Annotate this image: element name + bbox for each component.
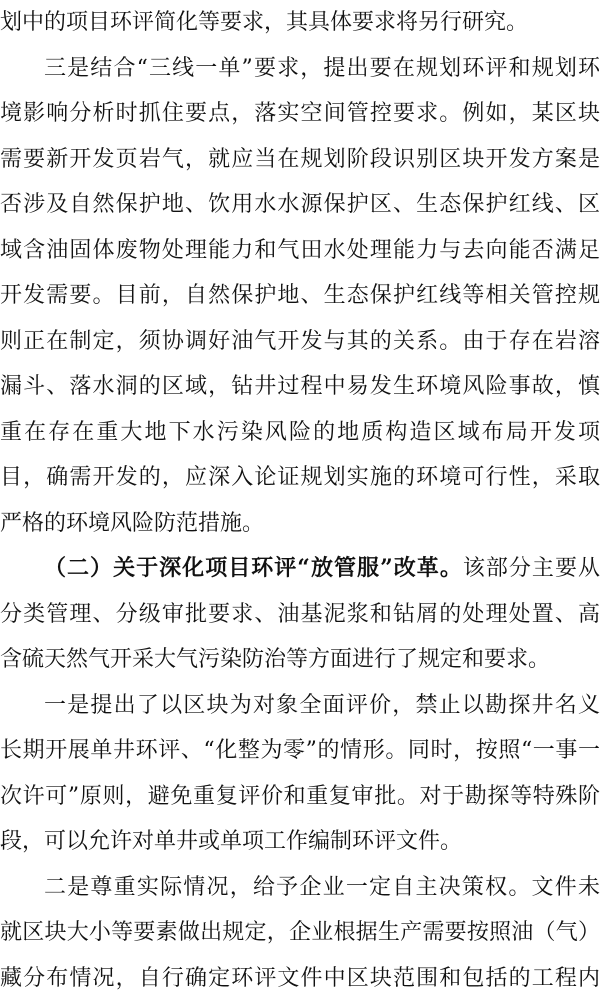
text-line: 分类管理、分级审批要求、油基泥浆和钻屑的处理处置、高 [0, 592, 600, 638]
text-line: 一是提出了以区块为对象全面评价，禁止以勘探井名义 [0, 683, 600, 729]
text-line: 漏斗、落水洞的区域，钻井过程中易发生环境风险事故，慎 [0, 364, 600, 410]
text-line [0, 546, 600, 592]
paragraph [0, 46, 600, 547]
text-line: 否涉及自然保护地、饮用水水源保护区、生态保护红线、区 [0, 182, 600, 228]
text-line: 目，确需开发的，应深入论证规划实施的环境可行性，采取 [0, 455, 600, 501]
section-heading: （二）关于深化项目环评“放管服”改革。 [44, 555, 463, 581]
text-line: 域含油固体废物处理能力和气田水处理能力与去向能否满足 [0, 228, 600, 274]
text-line: 划中的项目环评简化等要求，其具体要求将另行研究。 [0, 0, 600, 46]
text-line: 就区块大小等要素做出规定，企业根据生产需要按照油（气） [0, 910, 600, 956]
text-line: 需要新开发页岩气，就应当在规划阶段识别区块开发方案是 [0, 137, 600, 183]
text-line: 严格的环境风险防范措施。 [0, 501, 600, 547]
text-line: 长期开展单井环评、“化整为零”的情形。同时，按照“一事一 [0, 728, 600, 774]
text-line: 境影响分析时抓住要点，落实空间管控要求。例如，某区块 [0, 91, 600, 137]
text-line: 含硫天然气开采大气污染防治等方面进行了规定和要求。 [0, 637, 600, 683]
text-run: 该部分主要从 [463, 556, 600, 581]
text-line: 藏分布情况，自行确定环评文件中区块范围和包括的工程内 [0, 956, 600, 1001]
paragraph [0, 546, 600, 683]
text-line: 开发需要。目前，自然保护地、生态保护红线等相关管控规 [0, 273, 600, 319]
paragraph [0, 865, 600, 1001]
paragraph [0, 0, 600, 46]
text-line: 三是结合“三线一单”要求，提出要在规划环评和规划环 [0, 46, 600, 92]
text-line: 段，可以允许对单井或单项工作编制环评文件。 [0, 819, 600, 865]
paragraph [0, 683, 600, 865]
text-line: 则正在制定，须协调好油气开发与其的关系。由于存在岩溶 [0, 319, 600, 365]
text-line: 二是尊重实际情况，给予企业一定自主决策权。文件未 [0, 865, 600, 911]
text-line: 次许可”原则，避免重复评价和重复审批。对于勘探等特殊阶 [0, 774, 600, 820]
text-line: 重在存在重大地下水污染风险的地质构造区域布局开发项 [0, 410, 600, 456]
